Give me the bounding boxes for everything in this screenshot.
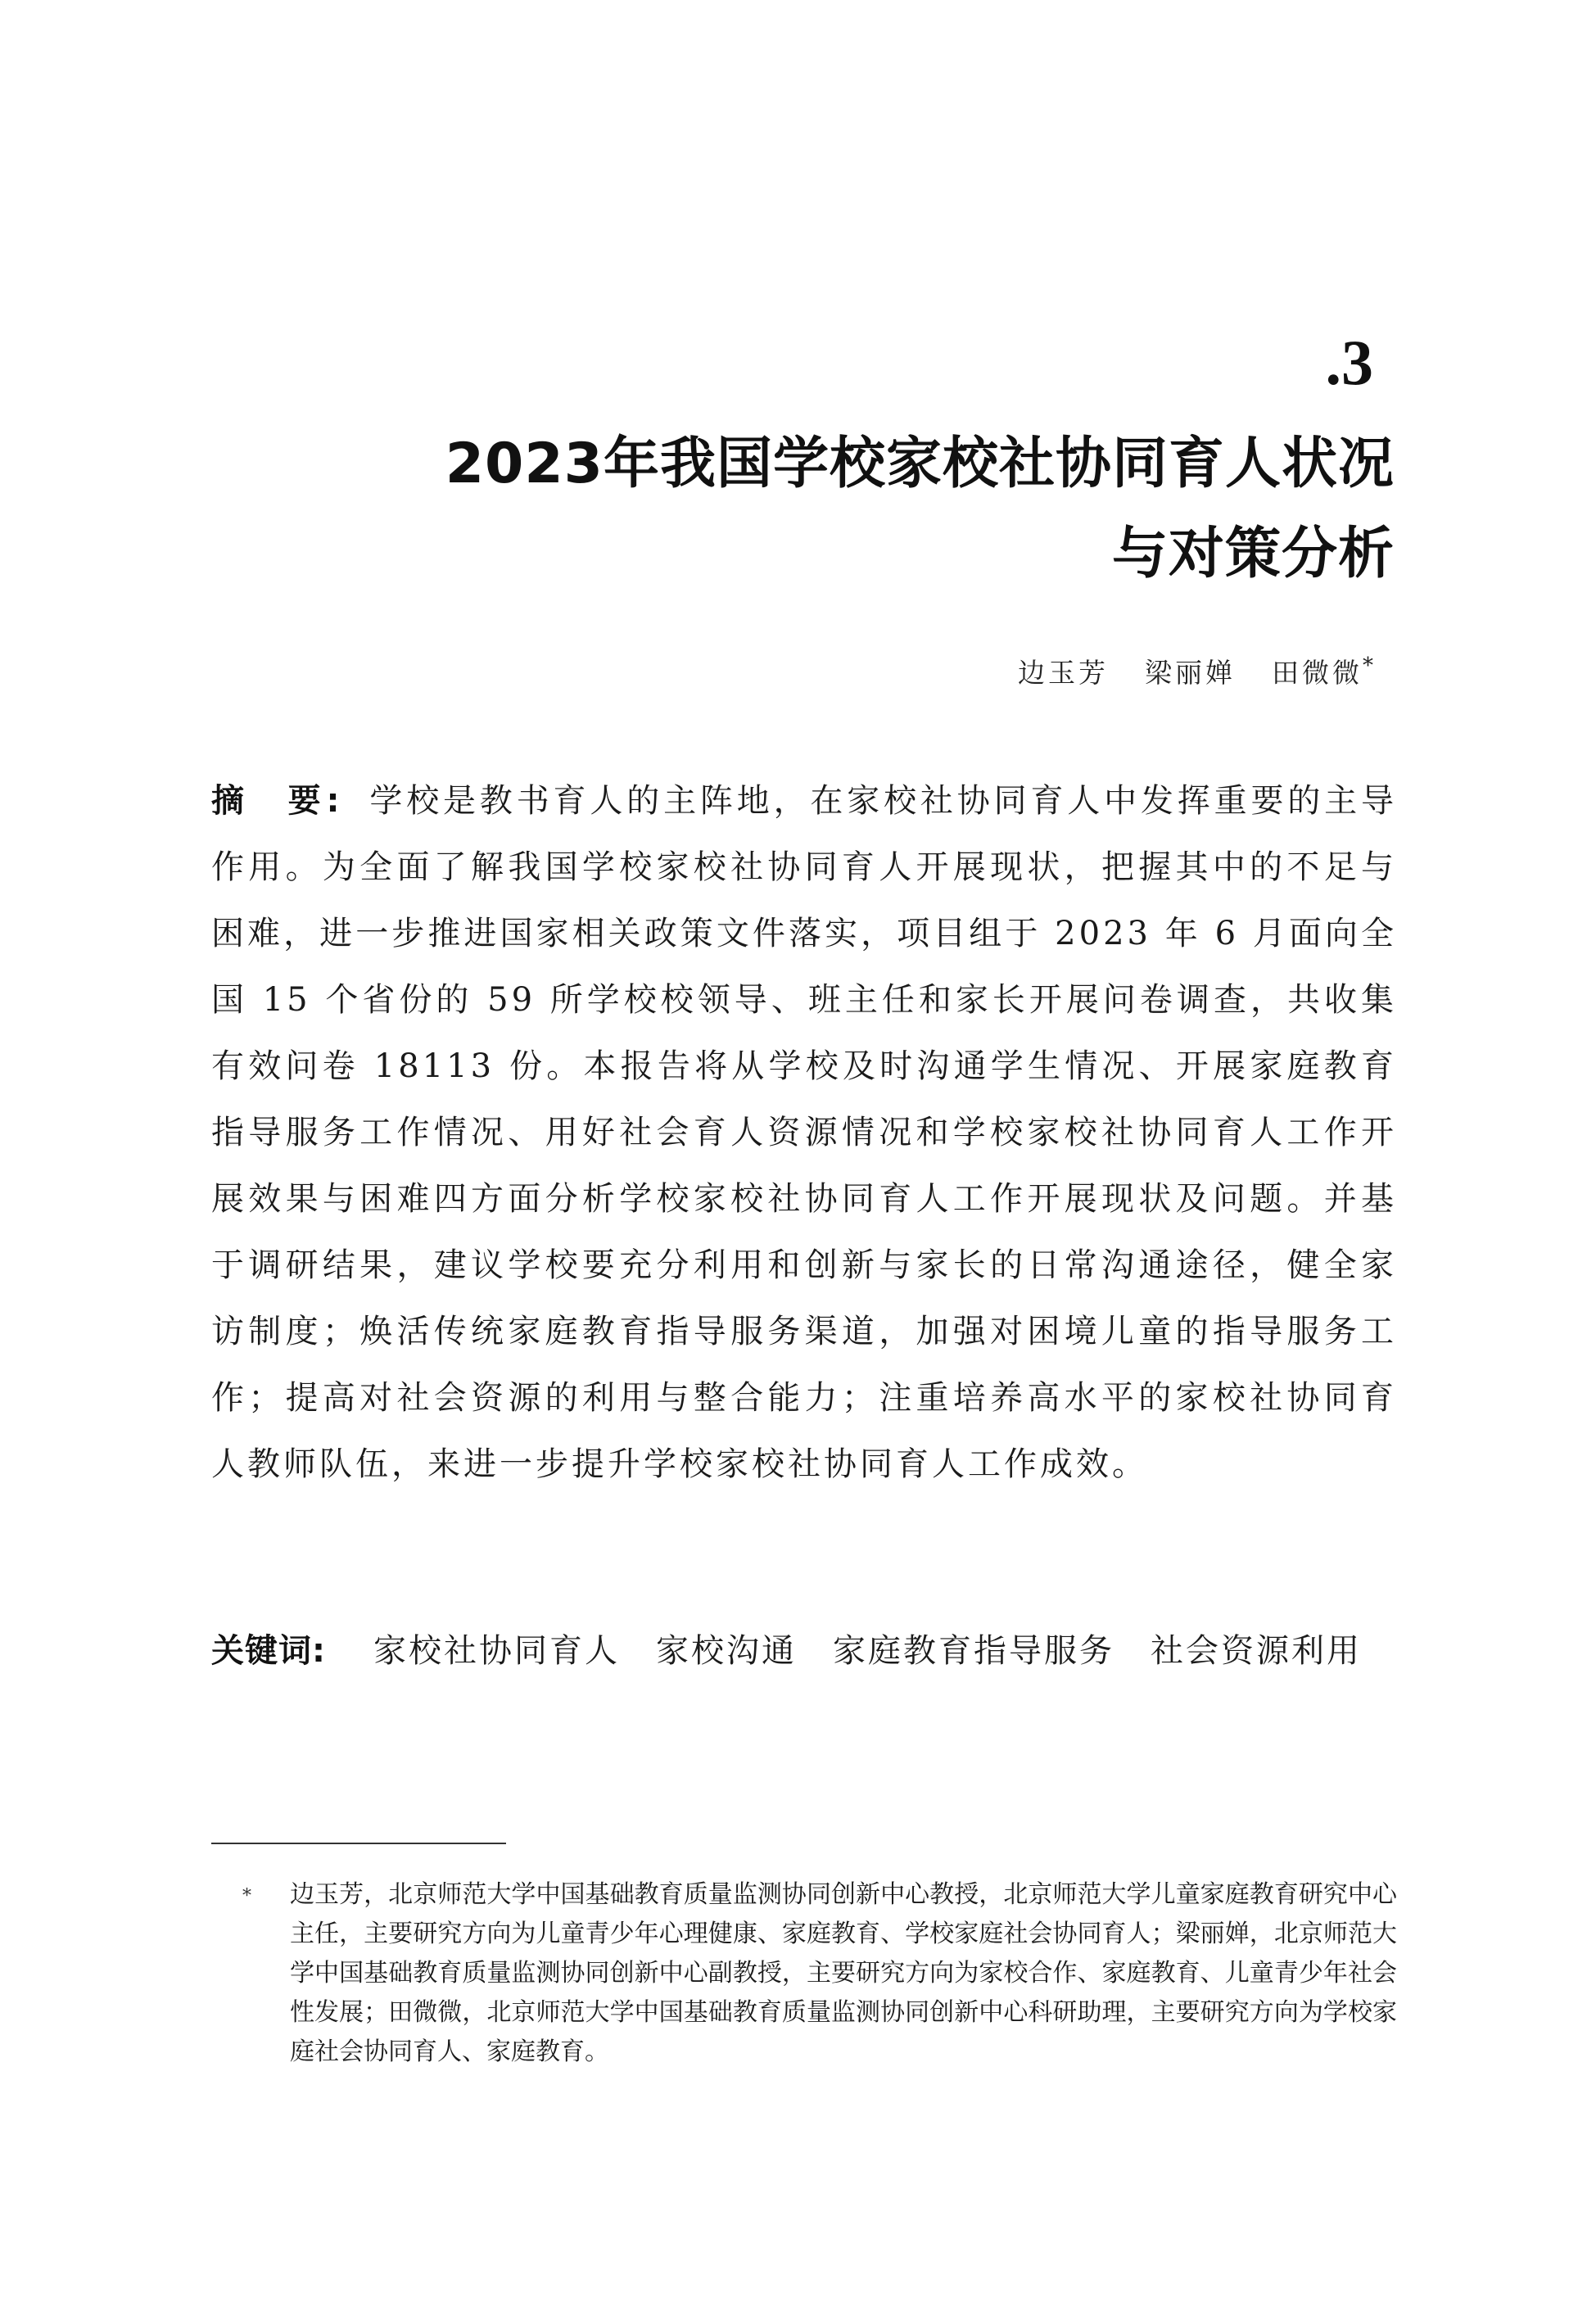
footnote-mark: *	[242, 1886, 251, 1906]
abstract	[211, 768, 1397, 1498]
keyword-item: 家校社协同育人	[373, 1632, 620, 1670]
author-list	[1018, 652, 1373, 690]
author-name: 边玉芳	[1018, 657, 1109, 689]
author-name: 田微微	[1272, 657, 1363, 689]
author-footnote-mark: *	[1363, 654, 1373, 678]
keyword-item: 家庭教育指导服务	[833, 1632, 1114, 1670]
title-line-2: 与对策分析	[1111, 522, 1395, 586]
footnote-text: 边玉芳，北京师范大学中国基础教育质量监测协同创新中心教授，北京师范大学儿童家庭教育研究中心主任，主要研究方向为儿童青少年心理健康、家庭教育、学校家庭社会协同育人；梁丽婵，北京师范大学中国基础教育质量监测协同创新中心副教授，主要研究方向为家校合作、家庭教育、儿童青少年社会性发展；田微微，北京师范大学中国基础教育质量监测协同创新中心科研助理，主要研究方向为学校家庭社会协同育人、家庭教育。	[290, 1880, 1397, 2066]
footnote	[242, 1875, 1397, 2072]
chapter-number: .3	[1325, 327, 1373, 398]
keywords	[211, 1626, 1397, 1676]
page-title	[248, 419, 1395, 599]
keywords-label: 关键词:	[211, 1632, 326, 1670]
title-line-1: 2023年我国学校家校社协同育人状况	[445, 432, 1395, 496]
footnote-divider	[211, 1843, 506, 1844]
author-name: 梁丽婵	[1145, 657, 1236, 689]
abstract-label: 摘 要:	[211, 782, 345, 820]
keyword-item: 家校沟通	[656, 1632, 797, 1670]
abstract-text: 学校是教书育人的主阵地，在家校社协同育人中发挥重要的主导作用。为全面了解我国学校家校社协同育人开展现状，把握其中的不足与困难，进一步推进国家相关政策文件落实，项目组于 2023 年 6 月面向全国 15 个省份的 59 所学校校领导、班主任和家长开展问卷调查，共收集有效问卷 18113 份。本报告将从学校及时沟通学生情况、开展家庭教育指导服务工作情况、用好社会育人资源情况和学校家校社协同育人工作开展效果与困难四方面分析学校家校社协同育人工作开展现状及问题。并基于调研结果，建议学校要充分利用和创新与家长的日常沟通途径，健全家访制度；焕活传统家庭教育指导服务渠道，加强对困境儿童的指导服务工作；提高对社会资源的利用与整合能力；注重培养高水平的家校社协同育人教师队伍，来进一步提升学校家校社协同育人工作成效。	[211, 782, 1397, 1483]
keyword-item: 社会资源利用	[1151, 1632, 1362, 1670]
